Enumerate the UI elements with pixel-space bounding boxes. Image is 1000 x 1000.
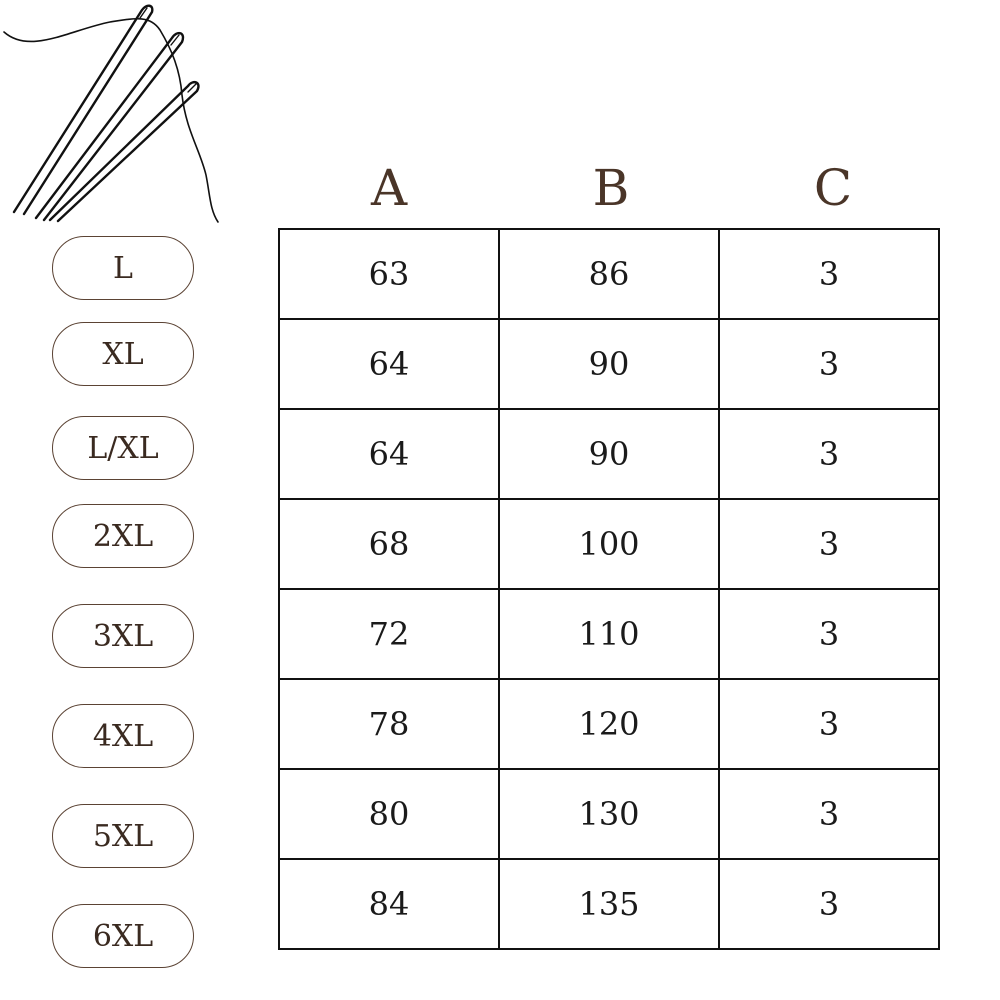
cell-a: 64 bbox=[279, 409, 499, 499]
cell-b: 90 bbox=[499, 409, 719, 499]
size-label-5xl: 5XL bbox=[52, 804, 194, 868]
cell-c: 3 bbox=[719, 229, 939, 319]
table-row bbox=[279, 679, 939, 769]
column-header-b: B bbox=[592, 159, 630, 217]
size-table bbox=[278, 228, 940, 950]
table-row bbox=[279, 769, 939, 859]
cell-c: 3 bbox=[719, 859, 939, 949]
table-row bbox=[279, 409, 939, 499]
table-row bbox=[279, 499, 939, 589]
cell-c: 3 bbox=[719, 499, 939, 589]
cell-a: 63 bbox=[279, 229, 499, 319]
cell-a: 78 bbox=[279, 679, 499, 769]
size-label-l-xl: L/XL bbox=[52, 416, 194, 480]
cell-c: 3 bbox=[719, 769, 939, 859]
cell-c: 3 bbox=[719, 409, 939, 499]
size-label-xl: XL bbox=[52, 322, 194, 386]
cell-c: 3 bbox=[719, 319, 939, 409]
sewing-needles-icon bbox=[0, 0, 240, 230]
cell-b: 120 bbox=[499, 679, 719, 769]
cell-c: 3 bbox=[719, 679, 939, 769]
cell-b: 90 bbox=[499, 319, 719, 409]
size-label-6xl: 6XL bbox=[52, 904, 194, 968]
cell-b: 86 bbox=[499, 229, 719, 319]
size-label-l: L bbox=[52, 236, 194, 300]
size-label-3xl: 3XL bbox=[52, 604, 194, 668]
cell-a: 80 bbox=[279, 769, 499, 859]
cell-a: 72 bbox=[279, 589, 499, 679]
column-header-c: C bbox=[813, 159, 853, 217]
table-row bbox=[279, 319, 939, 409]
cell-a: 68 bbox=[279, 499, 499, 589]
cell-b: 130 bbox=[499, 769, 719, 859]
column-header-a: A bbox=[370, 159, 408, 217]
size-label-4xl: 4XL bbox=[52, 704, 194, 768]
cell-a: 64 bbox=[279, 319, 499, 409]
cell-c: 3 bbox=[719, 589, 939, 679]
cell-a: 84 bbox=[279, 859, 499, 949]
table-row bbox=[279, 589, 939, 679]
cell-b: 135 bbox=[499, 859, 719, 949]
cell-b: 110 bbox=[499, 589, 719, 679]
table-row bbox=[279, 859, 939, 949]
table-row bbox=[279, 229, 939, 319]
size-label-2xl: 2XL bbox=[52, 504, 194, 568]
cell-b: 100 bbox=[499, 499, 719, 589]
